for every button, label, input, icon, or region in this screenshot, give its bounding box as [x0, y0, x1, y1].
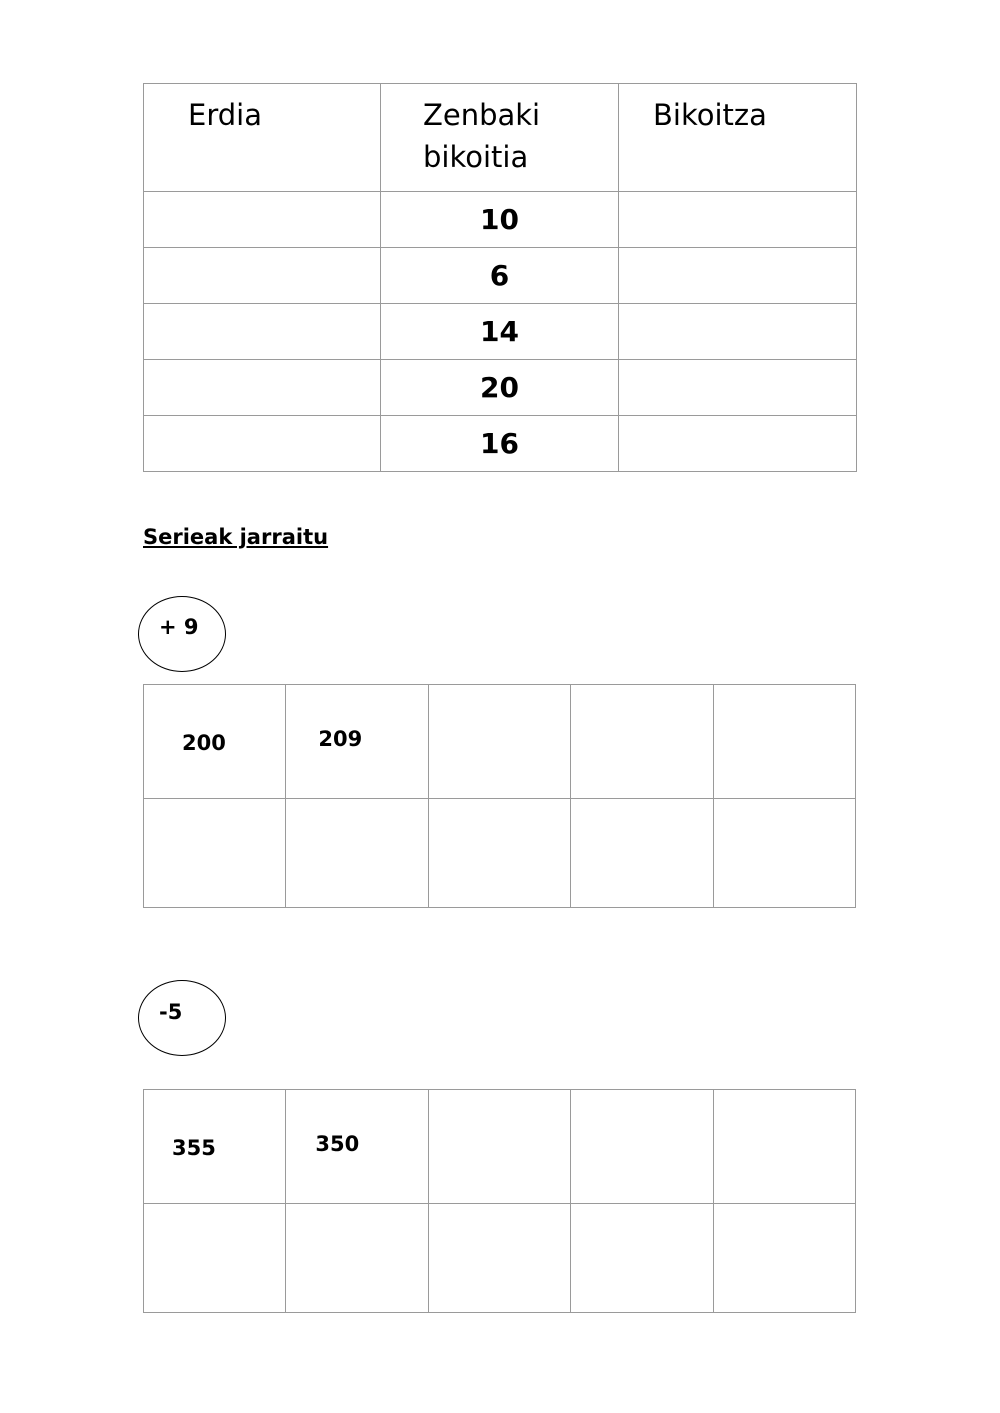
- series-cell[interactable]: [713, 685, 855, 799]
- grid-row: [144, 1204, 856, 1313]
- bikoitza-cell[interactable]: [619, 416, 857, 472]
- series-cell[interactable]: [428, 799, 570, 908]
- series-value: 209: [318, 727, 363, 751]
- header-erdia: Erdia: [144, 84, 381, 192]
- series-grid: [143, 1089, 856, 1313]
- halving-doubling-table: [143, 83, 857, 472]
- erdia-cell[interactable]: [144, 360, 381, 416]
- table-row: [144, 416, 857, 472]
- series-cell[interactable]: [571, 1204, 713, 1313]
- bikoitza-cell[interactable]: [619, 360, 857, 416]
- header-zenbaki-bikoitia: Zenbaki bikoitia: [381, 84, 619, 192]
- series-cell[interactable]: [428, 1204, 570, 1313]
- series-cell: [144, 685, 286, 799]
- operation-label: -5: [159, 1000, 183, 1024]
- series-cell[interactable]: [713, 1204, 855, 1313]
- series-cell[interactable]: [286, 1204, 428, 1313]
- series-cell: [286, 685, 428, 799]
- series-cell[interactable]: [571, 1090, 713, 1204]
- series-cell[interactable]: [571, 685, 713, 799]
- erdia-cell[interactable]: [144, 248, 381, 304]
- erdia-cell[interactable]: [144, 304, 381, 360]
- header-bikoitza: Bikoitza: [619, 84, 857, 192]
- table-row: [144, 360, 857, 416]
- table-row: [144, 192, 857, 248]
- operation-label: + 9: [159, 615, 199, 639]
- series-heading: Serieak jarraitu: [143, 525, 329, 549]
- series-value: 200: [182, 731, 226, 755]
- series-value: 355: [172, 1136, 216, 1160]
- table-row: [144, 248, 857, 304]
- erdia-cell[interactable]: [144, 416, 381, 472]
- series-cell[interactable]: [571, 799, 713, 908]
- grid-row: [144, 1090, 856, 1204]
- table-header-row: [144, 84, 857, 192]
- bikoitza-cell[interactable]: [619, 304, 857, 360]
- even-number-cell: 10: [381, 192, 619, 248]
- table-row: [144, 304, 857, 360]
- erdia-cell[interactable]: [144, 192, 381, 248]
- grid-row: [144, 799, 856, 908]
- series-cell: [286, 1090, 428, 1204]
- series-cell[interactable]: [144, 1204, 286, 1313]
- series-value: 350: [315, 1132, 360, 1156]
- series-cell[interactable]: [428, 1090, 570, 1204]
- series-cell[interactable]: [144, 799, 286, 908]
- bikoitza-cell[interactable]: [619, 192, 857, 248]
- even-number-cell: 20: [381, 360, 619, 416]
- series-cell[interactable]: [713, 1090, 855, 1204]
- series-cell[interactable]: [713, 799, 855, 908]
- even-number-cell: 6: [381, 248, 619, 304]
- even-number-cell: 14: [381, 304, 619, 360]
- grid-row: [144, 685, 856, 799]
- series-cell[interactable]: [286, 799, 428, 908]
- bikoitza-cell[interactable]: [619, 248, 857, 304]
- even-number-cell: 16: [381, 416, 619, 472]
- series-cell[interactable]: [428, 685, 570, 799]
- series-grid: [143, 684, 856, 908]
- series-cell: [144, 1090, 286, 1204]
